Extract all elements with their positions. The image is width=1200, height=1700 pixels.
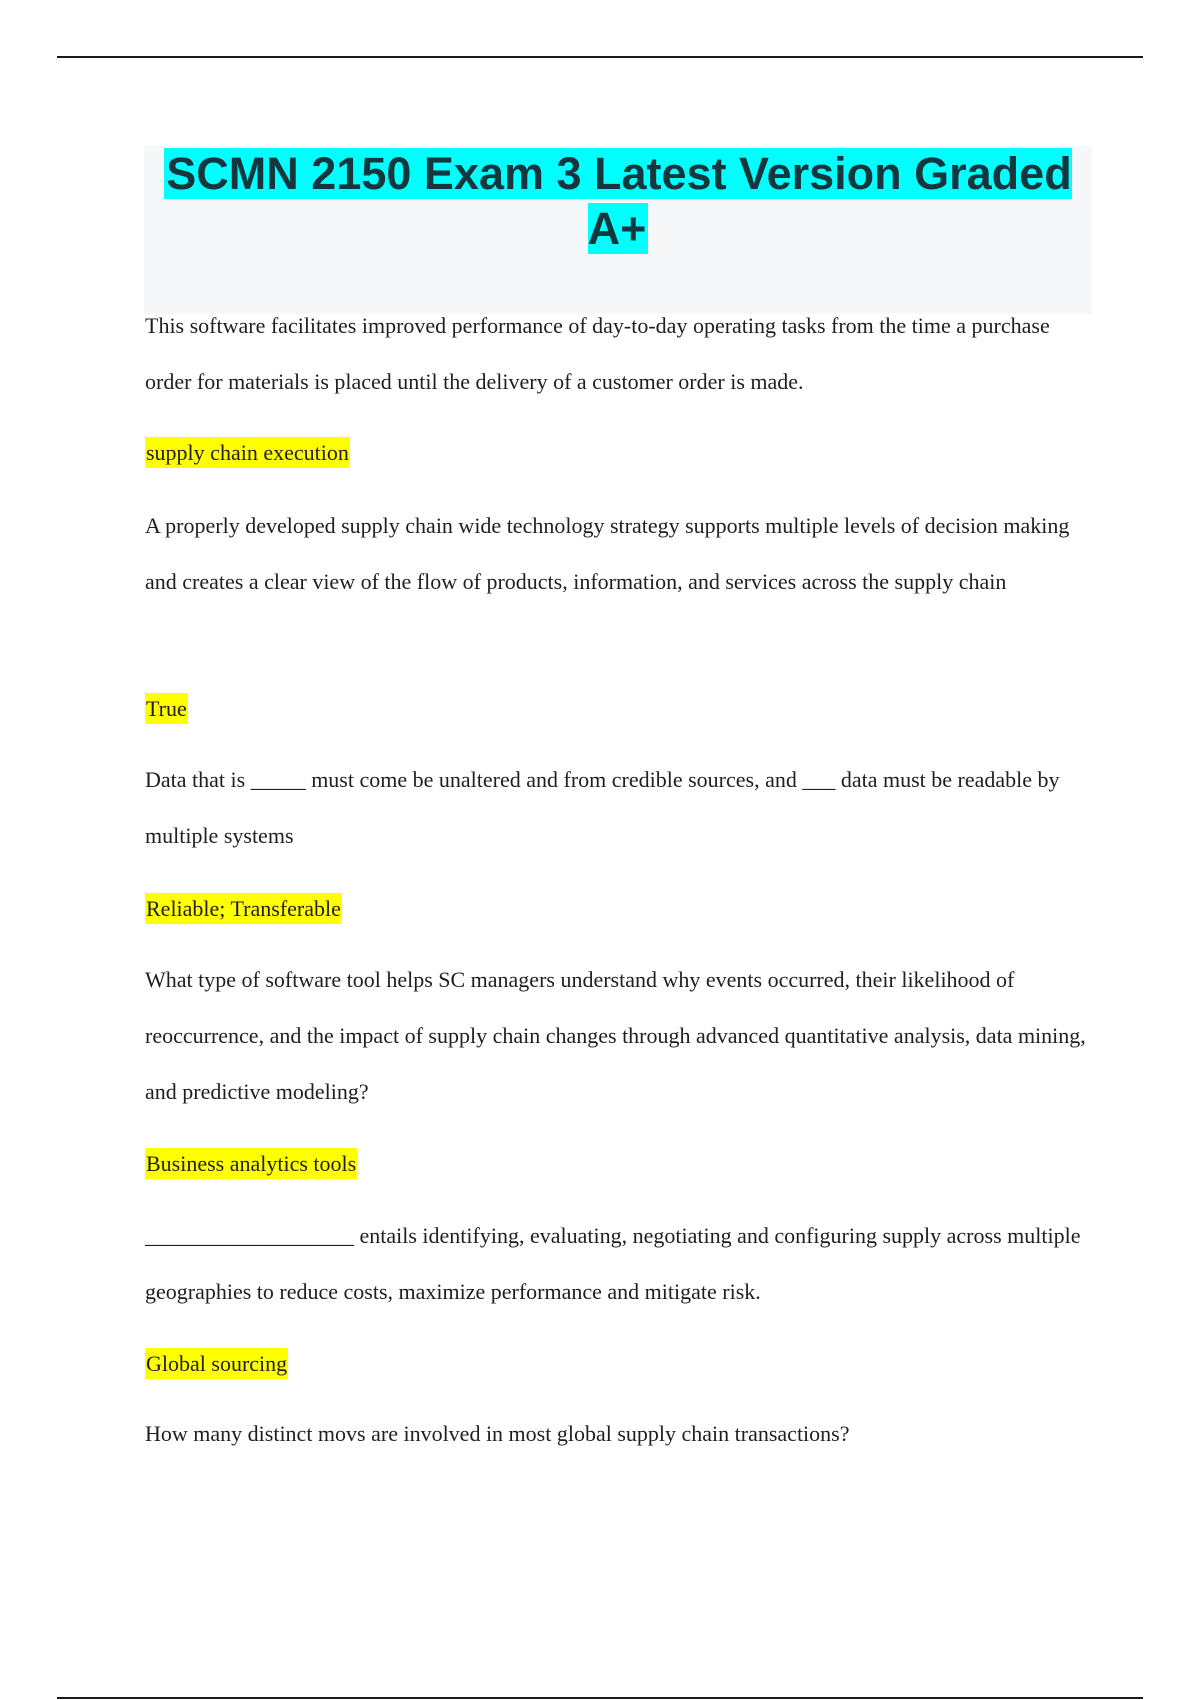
answer-2-text: True (145, 693, 188, 724)
answer-4-text: Business analytics tools (145, 1148, 357, 1179)
answer-1-text: supply chain execution (145, 437, 350, 468)
question-1: This software facilitates improved performance of day-to-day operating tasks from the time a purchase order for materials is placed until the delivery of a customer order is made. (145, 313, 1050, 394)
answer-3-text: Reliable; Transferable (145, 893, 342, 924)
question-4: What type of software tool helps SC managers understand why events occurred, their likelihood of reoccurrence, and the impact of supply chain changes through advanced quantitative analysis, data mining, and predictive modeling? (145, 967, 1086, 1104)
question-5: ___________________ entails identifying, evaluating, negotiating and configuring supply across multiple geographies to reduce costs, maximize performance and mitigate risk. (145, 1223, 1081, 1304)
question-3: Data that is _____ must come be unaltered and from credible sources, and ___ data must be readable by multiple systems (145, 767, 1060, 848)
document-title (144, 146, 1092, 256)
answer-4 (145, 1136, 1095, 1192)
answer-2 (145, 681, 1095, 737)
top-rule (57, 56, 1143, 58)
answer-5 (145, 1336, 1095, 1392)
title-banner (144, 146, 1092, 314)
answer-5-text: Global sourcing (145, 1348, 288, 1379)
answer-3 (145, 881, 1095, 937)
question-6: How many distinct movs are involved in most global supply chain transactions? (145, 1421, 850, 1446)
bottom-rule (57, 1697, 1143, 1699)
question-2: A properly developed supply chain wide technology strategy supports multiple levels of decision making and creates a clear view of the flow of products, information, and services across the supply chain (145, 513, 1070, 594)
document-title-text: SCMN 2150 Exam 3 Latest Version Graded A+ (166, 148, 1072, 254)
answer-1 (145, 425, 1095, 481)
